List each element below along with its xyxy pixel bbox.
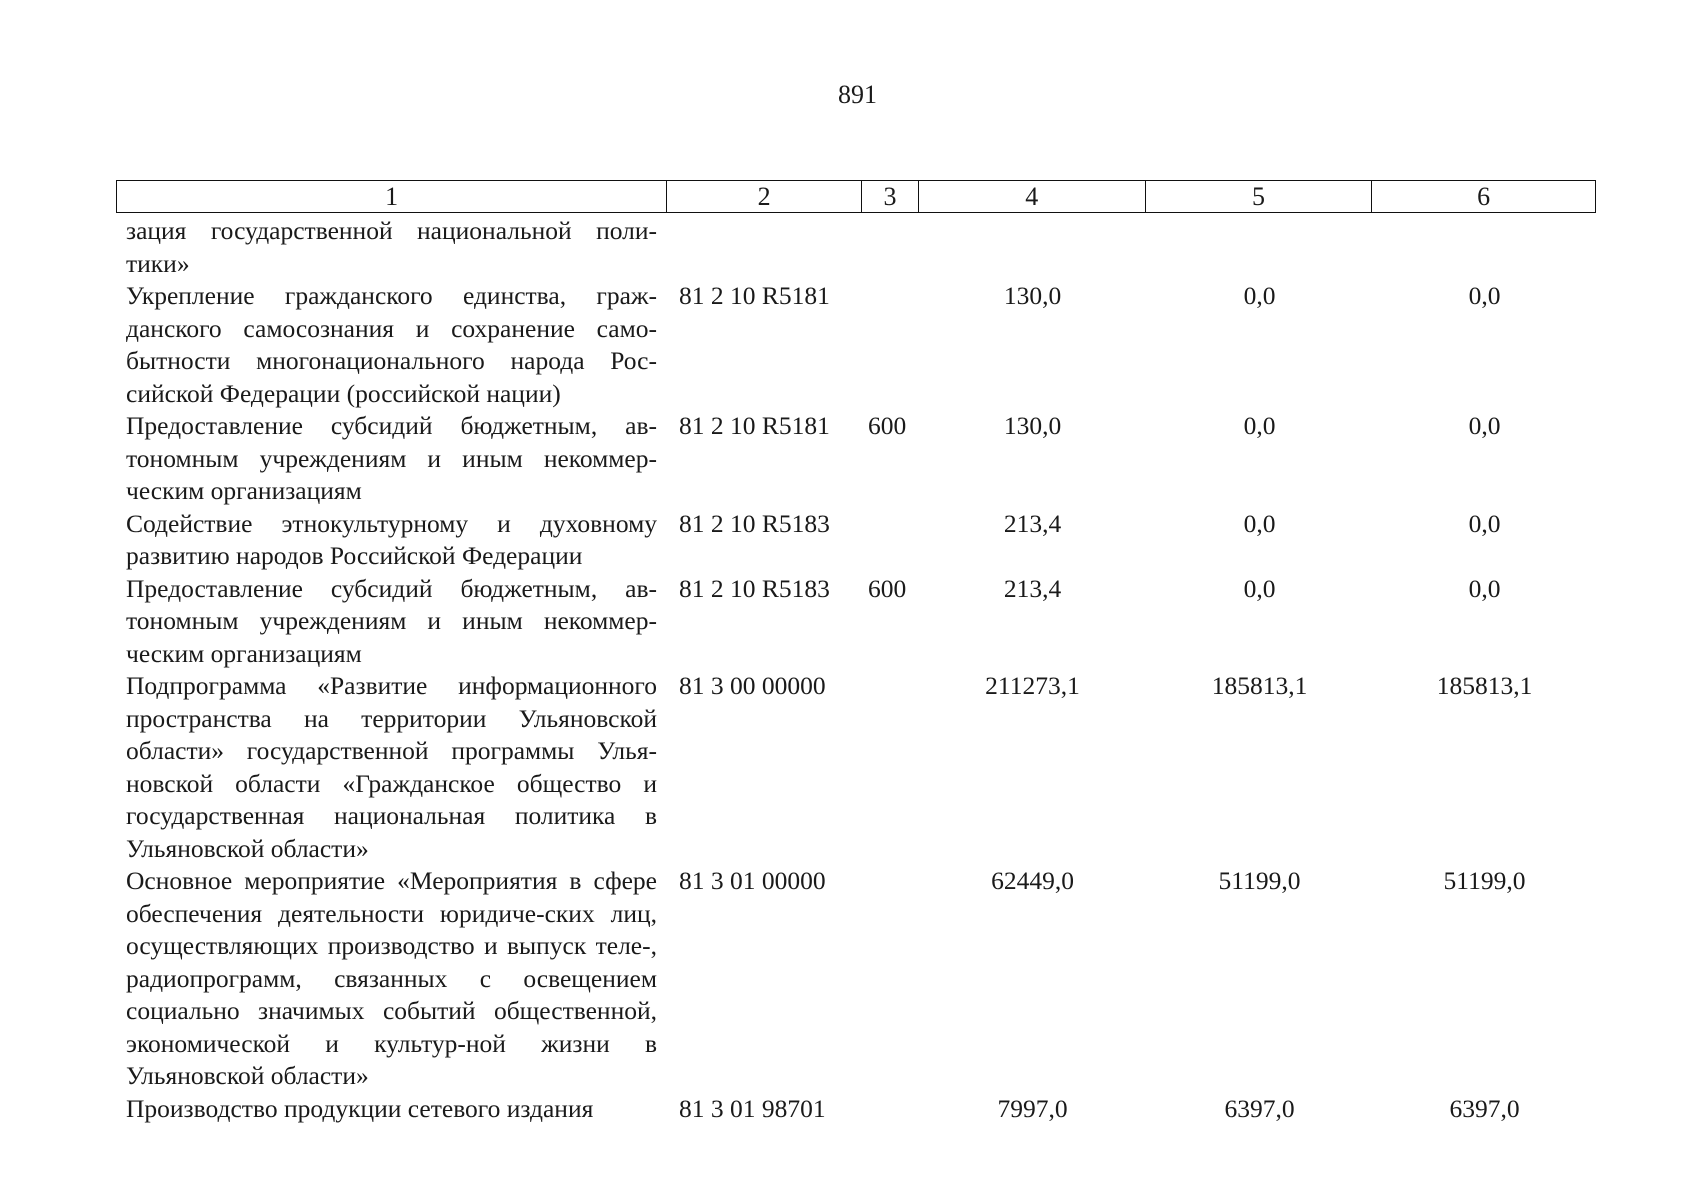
row-value-5: 0,0 xyxy=(1243,573,1276,603)
row-value-4: 213,4 xyxy=(1003,508,1062,538)
table-row xyxy=(116,215,1596,280)
row-name: Содействие этнокультурному и духовному развитию народов Российской Федерации xyxy=(126,508,657,570)
table-row xyxy=(116,280,1596,410)
table-row xyxy=(116,573,1596,671)
row-type xyxy=(862,865,919,1093)
row-code: 81 3 01 00000 xyxy=(679,866,826,895)
row-value-6: 0,0 xyxy=(1468,411,1501,440)
column-header-6: 6 xyxy=(1477,182,1491,211)
table-row xyxy=(116,865,1596,1093)
row-value-5: 0,0 xyxy=(1243,508,1276,538)
row-code: 81 3 00 00000 xyxy=(679,671,826,700)
column-header-3: 3 xyxy=(862,181,919,212)
row-type xyxy=(862,215,919,280)
row-type: 600 xyxy=(868,411,907,440)
row-type xyxy=(862,280,919,410)
row-value-5: 51199,0 xyxy=(1218,866,1301,895)
row-name: Подпрограмма «Развитие информационного пространства на территории Ульяновской области» государственной программы Улья-новской области «Гражданское общество и государственная национальная политика в Ульяновской области» xyxy=(126,671,657,863)
row-type xyxy=(862,670,919,865)
table-row xyxy=(116,670,1596,865)
row-name: Производство продукции сетевого издания xyxy=(126,1093,594,1123)
row-code xyxy=(667,215,862,280)
row-value-6: 0,0 xyxy=(1468,281,1501,310)
row-code: 81 2 10 R5181 xyxy=(679,411,830,440)
table-header xyxy=(116,180,1596,213)
row-type xyxy=(862,1093,919,1126)
row-value-4: 7997,0 xyxy=(997,1093,1068,1123)
row-code: 81 2 10 R5181 xyxy=(679,281,830,310)
column-header-2: 2 xyxy=(667,181,862,212)
budget-table xyxy=(116,180,1596,1125)
row-value-4: 62449,0 xyxy=(991,866,1074,895)
row-name: Предоставление субсидий бюджетным, ав-тономным учреждениям и иным некоммер-ческим организациям xyxy=(126,573,657,668)
row-value-6: 0,0 xyxy=(1468,573,1501,603)
row-value-5 xyxy=(1146,215,1373,280)
row-type xyxy=(862,508,919,573)
column-header-1: 1 xyxy=(117,181,667,212)
row-value-6 xyxy=(1373,215,1596,280)
row-type: 600 xyxy=(868,573,907,603)
column-header-4: 4 xyxy=(919,181,1146,212)
row-value-4: 130,0 xyxy=(1003,281,1062,310)
row-code: 81 2 10 R5183 xyxy=(679,508,830,538)
row-name: Укрепление гражданского единства, граж-данского самосознания и сохранение само-бытности многонационального народа Рос-сийской Федерации (российской нации) xyxy=(126,281,657,408)
row-value-6: 51199,0 xyxy=(1443,866,1526,895)
row-value-5: 0,0 xyxy=(1243,281,1276,310)
row-code: 81 2 10 R5183 xyxy=(679,573,830,603)
row-value-5: 0,0 xyxy=(1243,411,1276,440)
row-value-4: 130,0 xyxy=(1003,411,1062,440)
table-body xyxy=(116,215,1596,1125)
table-row xyxy=(116,508,1596,573)
row-value-5: 185813,1 xyxy=(1211,671,1308,700)
row-name: Предоставление субсидий бюджетным, ав-тономным учреждениям и иным некоммер-ческим организациям xyxy=(126,411,657,505)
row-value-4: 211273,1 xyxy=(985,671,1080,700)
row-value-6: 185813,1 xyxy=(1436,671,1533,700)
row-value-6: 0,0 xyxy=(1468,508,1501,538)
table-row xyxy=(116,1093,1596,1126)
page-number: 891 xyxy=(838,80,877,109)
row-code: 81 3 01 98701 xyxy=(679,1093,826,1123)
row-name: зация государственной национальной поли-тики» xyxy=(126,216,657,278)
row-value-5: 6397,0 xyxy=(1224,1093,1295,1123)
row-value-4: 213,4 xyxy=(1003,573,1062,603)
row-name: Основное мероприятие «Мероприятия в сфере обеспечения деятельности юридиче-ских лиц, осуществляющих производство и выпуск теле-, радиопрограмм, связанных с освещением социально значимых событий общественной, экономической и культур-ной жизни в Ульяновской области» xyxy=(126,866,657,1090)
column-header-5: 5 xyxy=(1146,181,1373,212)
row-value-4 xyxy=(919,215,1146,280)
row-value-6: 6397,0 xyxy=(1449,1093,1520,1123)
table-row xyxy=(116,410,1596,508)
